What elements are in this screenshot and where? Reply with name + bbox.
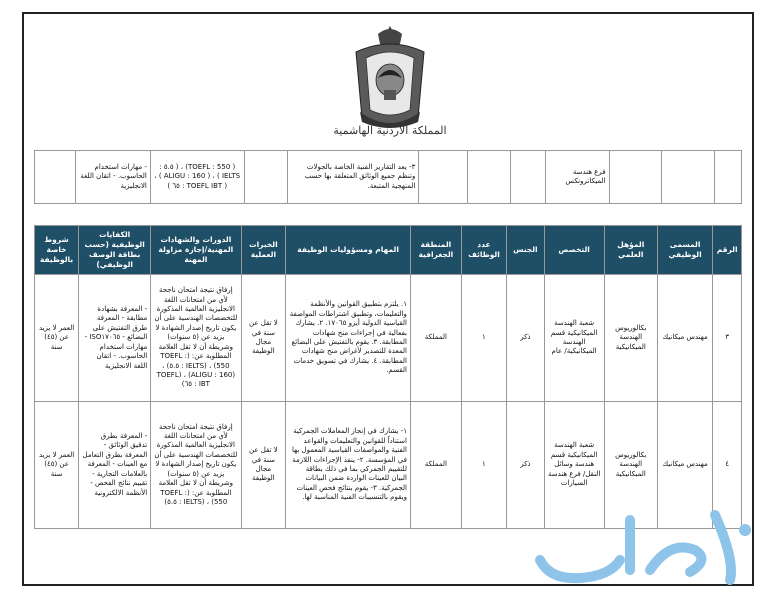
watermark-logo: [520, 500, 770, 590]
row-tasks: ١- يشارك في إنجاز المعاملات الجمركية استناداً للقوانين والتعليمات والقواعد الفنية والمواصفات القياسية المعمول بها في المؤسسة. ٢- ينفذ الإجراءات اللازمة للتقييم الجمركي بما في ذلك بطاقة البيان للعينات الواردة ضمن البيانات الجمركية. ٣- يقوم بنتائج فحص العينات ويقوم بالتنسيبات الفنية المناسبة لها.: [286, 402, 411, 529]
row-experience: لا تقل عن سنة في مجال الوظيفة: [241, 402, 286, 529]
table-row: [35, 151, 742, 204]
specialization-cell: فرع هندسة الميكاترونكس: [546, 151, 609, 204]
row-gender: ذكر: [507, 275, 545, 402]
continued-row-table: [34, 150, 742, 204]
col-experience: الخبرات العملية: [241, 226, 286, 275]
col-title: المسمى الوظيفي: [657, 226, 712, 275]
row-conditions: العمر لا يزيد عن (٤٥) سنة: [35, 402, 79, 529]
row-num: ٤: [713, 402, 742, 529]
col-specialization: التخصص: [544, 226, 604, 275]
col-gender: الجنس: [507, 226, 545, 275]
row-competencies: - المعرفة بشهادة مطابقة - المعرفة طرق التفتيش على البضائع - ISO١٧٠٦٥ - مهارات استخدام الحاسوب. - اتقان اللغة الانجليزية: [79, 275, 151, 402]
table-header-row: [35, 226, 742, 275]
row-region: المملكة: [410, 402, 461, 529]
col-count: عدد الوظائف: [461, 226, 506, 275]
tasks-cell: ٣- يعد التقارير الفنية الخاصة بالجولات وتنظم جميع الوثائق المتعلقة بها حسب المنهجية المتبعة.: [287, 151, 419, 204]
row-count: ١: [461, 275, 506, 402]
row-title: مهندس ميكانيك: [657, 275, 712, 402]
table-row: [35, 275, 742, 402]
col-competencies: الكفايات الوظيفية (حسب بطاقة الوصف الوظيفي): [79, 226, 151, 275]
row-specialization: شعبة الهندسة الميكانيكية قسم هندسة وسائل النقل/ فرع هندسة السيارات: [544, 402, 604, 529]
row-count: ١: [461, 402, 506, 529]
col-region: المنطقة الجغرافية: [410, 226, 461, 275]
competencies-cell: - مهارات استخدام الحاسوب. - اتقان اللغة الانجليزية: [76, 151, 151, 204]
col-courses: الدورات والشهادات المهنية/إجازة مزاولة المهنة: [151, 226, 241, 275]
kingdom-name: المملكة الأردنية الهاشمية: [333, 124, 447, 137]
row-tasks: ١. يلتزم بتطبيق القوانين والأنظمة والتعليمات، وتطبيق اشتراطات المواصفة القياسية الدولية أيزو ١٧٠٦٥. ٢. يشارك بفعالية في إجراءات منح شهادات المطابقة. ٣. يقوم بالتفتيش على البضائع المعدة للتصدير لأغراض منح شهادات المطابقة. ٤. يشارك في تسويق خدمات القسم.: [286, 275, 411, 402]
col-conditions: شروط خاصة بالوظيفة: [35, 226, 79, 275]
row-courses: إرفاق نتيجة امتحان ناجحة لأي من امتحانات اللغة الانجليزية العالمية المذكورة للتخصصات الهندسية على أن يكون تاريخ إصدار الشهادة لا يزيد عن (٥ سنوات) وشريطة أن لا تقل العلامة المطلوبة عن: (TOEFL : 550) ، (IELTS : ٥.٥) ، (ALIGU : 160) ، (TOEFL IBT : ٦٥): [151, 275, 241, 402]
row-title: مهندس ميكانيك: [657, 402, 712, 529]
row-competencies: - المعرفة بطرق تدقيق الوثائق - المعرفة بطرق التعامل مع العينات - المعرفة بالعلامات التجارية - تقييم نتائج الفحص - الأنظمة الالكترونية: [79, 402, 151, 529]
coat-of-arms-emblem: [348, 22, 432, 134]
col-tasks: المهام ومسؤوليات الوظيفة: [286, 226, 411, 275]
row-qualification: بكالوريوس الهندسة الميكانيكية: [604, 402, 657, 529]
col-qualification: المؤهل العلمي: [604, 226, 657, 275]
row-courses: إرفاق نتيجة امتحان ناجحة لأي من امتحانات اللغة الانجليزية العالمية المذكورة للتخصصات الهندسية على أن يكون تاريخ إصدار الشهادة لا يزيد عن (٥ سنوات) وشريطة أن لا تقل العلامة المطلوبة عن: (TOEFL : 550) ، (IELTS : ٥.٥): [151, 402, 241, 529]
row-conditions: العمر لا يزيد عن (٤٥) سنة: [35, 275, 79, 402]
row-experience: لا تقل عن سنة في مجال الوظيفة: [241, 275, 286, 402]
row-qualification: بكالوريوس الهندسة الميكانيكية: [604, 275, 657, 402]
row-region: المملكة: [410, 275, 461, 402]
row-specialization: شعبة الهندسة الميكانيكية قسم الهندسة الميكانيكية/ عام: [544, 275, 604, 402]
col-num: الرقم: [713, 226, 742, 275]
jobs-table: [34, 225, 742, 529]
row-num: ٣: [713, 275, 742, 402]
courses-cell: ( TOEFL : 550) ، ( ٥.٥ : IELTS ) ، ( ALIGU : 160 ) ، ( TOEFL IBT : ٦٥ ): [150, 151, 244, 204]
row-gender: ذكر: [507, 402, 545, 529]
